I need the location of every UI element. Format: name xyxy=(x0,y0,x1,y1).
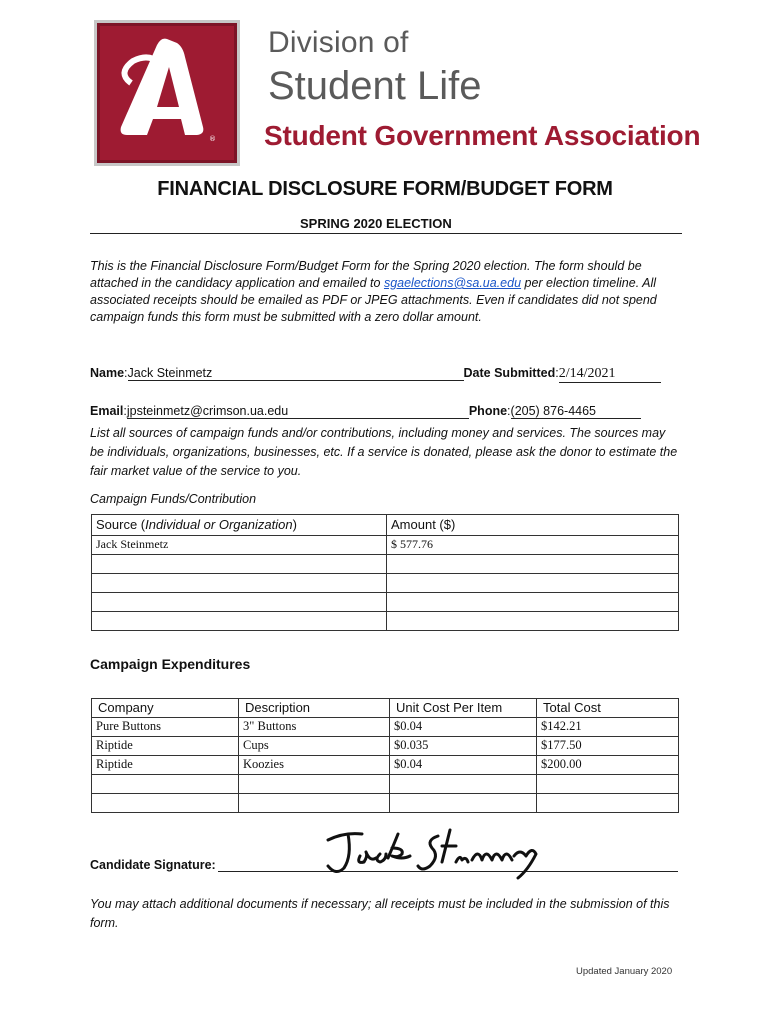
university-logo xyxy=(94,20,240,166)
expenditures-table xyxy=(91,698,679,813)
amount-cell[interactable] xyxy=(387,612,679,631)
total-cost-cell[interactable] xyxy=(537,775,679,794)
description-column-header: Description xyxy=(239,699,390,718)
table-row xyxy=(92,718,679,737)
date-label: Date Submitted xyxy=(463,366,556,380)
student-life-text: Student Life xyxy=(268,64,482,108)
amount-cell[interactable] xyxy=(387,574,679,593)
company-cell[interactable]: Riptide xyxy=(92,756,239,775)
subtitle-divider xyxy=(90,233,682,234)
intro-text-start: This is the Financial Disclosure Form/Budget Form for the Spring 2020 election. The form should be attached in the candidacy application and emailed to xyxy=(90,259,642,290)
unit-cost-cell[interactable]: $0.035 xyxy=(390,737,537,756)
table-row xyxy=(92,794,679,813)
source-cell[interactable] xyxy=(92,555,387,574)
phone-label: Phone xyxy=(468,404,508,418)
intro-text-end: per election timeline. All associated receipts should be emailed as PDF or JPEG attachments. Even if candidates did not spend campaign funds this form must be submitted with a zero dollar amount. xyxy=(90,276,657,324)
name-field-row: Name:Jack Steinmetz Date Submitted:2/14/2021 xyxy=(90,366,661,383)
table-row xyxy=(92,593,679,612)
division-of-text: Division of xyxy=(268,26,409,59)
email-field-row: Email:jpsteinmetz@crimson.ua.edu Phone:(205) 876-4465 xyxy=(90,404,641,419)
table-row xyxy=(92,536,679,555)
expenditures-header-row xyxy=(92,699,679,718)
funds-table xyxy=(91,514,679,631)
email-label: Email xyxy=(90,404,124,418)
total-cost-cell[interactable]: $200.00 xyxy=(537,756,679,775)
signature-label: Candidate Signature: xyxy=(90,858,216,872)
total-cost-cell[interactable]: $142.21 xyxy=(537,718,679,737)
unit-cost-cell[interactable]: $0.04 xyxy=(390,756,537,775)
company-column-header: Company xyxy=(92,699,239,718)
name-value[interactable]: Jack Steinmetz xyxy=(128,366,464,381)
table-row xyxy=(92,775,679,794)
table-row xyxy=(92,737,679,756)
description-cell[interactable] xyxy=(239,775,390,794)
source-header-italic: Individual or Organization xyxy=(145,517,293,532)
source-cell[interactable] xyxy=(92,574,387,593)
election-subtitle: SPRING 2020 ELECTION xyxy=(300,216,452,231)
closing-note: You may attach additional documents if necessary; all receipts must be included in the submission of this form. xyxy=(90,897,670,930)
expenditures-title: Campaign Expenditures xyxy=(90,656,251,672)
unit-cost-column-header: Unit Cost Per Item xyxy=(390,699,537,718)
description-cell[interactable]: Koozies xyxy=(239,756,390,775)
intro-paragraph xyxy=(90,258,680,326)
unit-cost-cell[interactable] xyxy=(390,775,537,794)
date-value[interactable]: 2/14/2021 xyxy=(559,366,661,383)
handwritten-signature xyxy=(322,826,552,885)
total-cost-column-header: Total Cost xyxy=(537,699,679,718)
email-value[interactable]: jpsteinmetz@crimson.ua.edu xyxy=(127,404,469,419)
company-cell[interactable]: Pure Buttons xyxy=(92,718,239,737)
source-header-end: ) xyxy=(292,517,297,532)
source-column-header xyxy=(92,515,387,536)
company-cell[interactable] xyxy=(92,794,239,813)
name-label: Name xyxy=(90,366,125,380)
sources-instructions: List all sources of campaign funds and/or contributions, including money and services. The sources may be individuals, organizations, businesses, etc. If a service is donated, please ask the donor to estimate the fair market value of the service to you. xyxy=(90,426,678,478)
source-cell[interactable] xyxy=(92,593,387,612)
form-title: FINANCIAL DISCLOSURE FORM/BUDGET FORM xyxy=(157,178,613,200)
description-cell[interactable]: 3" Buttons xyxy=(239,718,390,737)
source-cell[interactable]: Jack Steinmetz xyxy=(92,536,387,555)
total-cost-cell[interactable] xyxy=(537,794,679,813)
funds-caption: Campaign Funds/Contribution xyxy=(90,492,257,506)
total-cost-cell[interactable]: $177.50 xyxy=(537,737,679,756)
amount-cell[interactable]: $ 577.76 xyxy=(387,536,679,555)
unit-cost-cell[interactable]: $0.04 xyxy=(390,718,537,737)
table-row xyxy=(92,555,679,574)
description-cell[interactable] xyxy=(239,794,390,813)
phone-value[interactable]: (205) 876-4465 xyxy=(511,404,641,419)
company-cell[interactable]: Riptide xyxy=(92,737,239,756)
company-cell[interactable] xyxy=(92,775,239,794)
svg-text:®: ® xyxy=(209,135,216,143)
source-cell[interactable] xyxy=(92,612,387,631)
amount-cell[interactable] xyxy=(387,593,679,612)
table-row xyxy=(92,612,679,631)
election-email-link[interactable]: sgaelections@sa.ua.edu xyxy=(383,276,522,290)
updated-date: Updated January 2020 xyxy=(576,966,673,977)
amount-column-header: Amount ($) xyxy=(387,515,679,536)
amount-cell[interactable] xyxy=(387,555,679,574)
table-row xyxy=(92,574,679,593)
funds-header-row xyxy=(92,515,679,536)
description-cell[interactable]: Cups xyxy=(239,737,390,756)
table-row xyxy=(92,756,679,775)
unit-cost-cell[interactable] xyxy=(390,794,537,813)
source-header-start: Source ( xyxy=(96,517,146,532)
sga-heading: Student Government Association xyxy=(264,120,701,151)
